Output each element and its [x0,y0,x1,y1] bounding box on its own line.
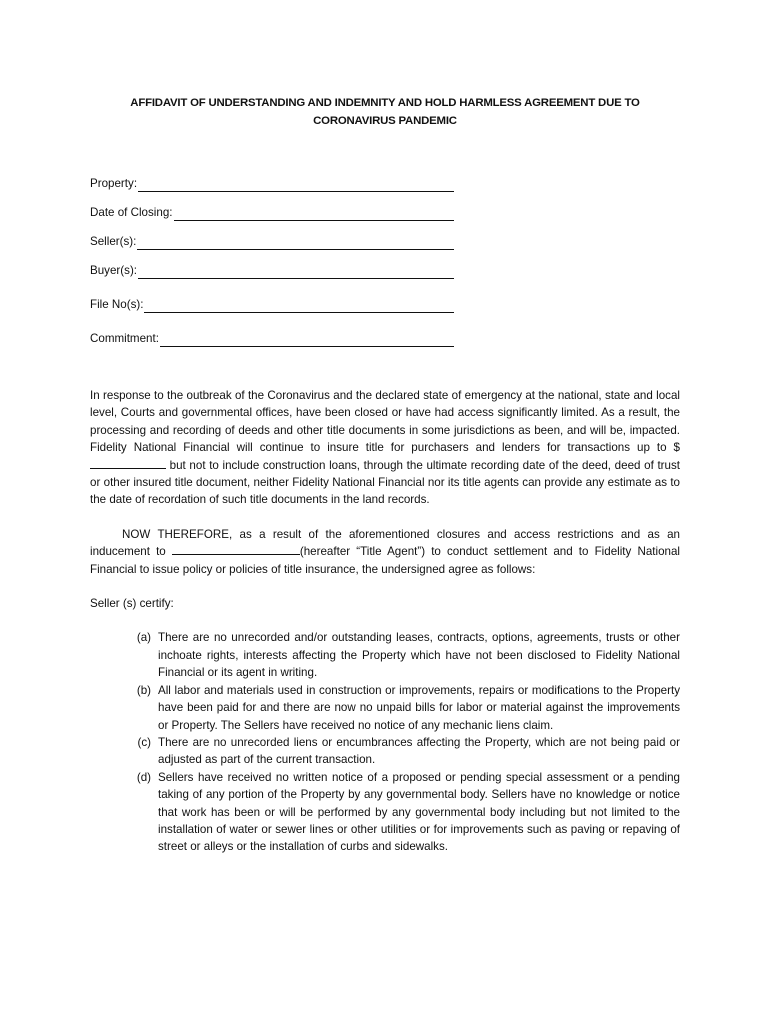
list-item [90,682,680,734]
commitment-label: Commitment: [90,331,159,345]
list-marker: (d) [136,770,151,784]
paragraph-coronavirus-response [90,387,680,509]
file-nos-blank-line[interactable] [144,301,454,313]
certification-list [90,629,680,855]
property-blank-line[interactable] [138,180,454,192]
sellers-blank-line[interactable] [137,238,454,250]
amount-blank-line[interactable] [90,457,166,469]
title-agent-blank-line[interactable] [172,543,300,555]
commitment-blank-line[interactable] [160,335,454,347]
paragraph1-text-start: In response to the outbreak of the Coronavirus and the declared state of emergency at the national, state and local level, Courts and governmental offices, have been closed or have had access significantly limited. As a result, the processing and recording of deeds and other title documents in some jurisdictions as been, and will be, impacted. Fidelity National Financial will continue to insure title for purchasers and lenders for transactions up to $ [90,389,680,455]
sellers-certify-heading: Seller (s) certify: [90,597,174,611]
commitment-field[interactable] [90,329,454,347]
document-title [90,94,680,130]
list-item [90,734,680,769]
date-of-closing-label: Date of Closing: [90,205,173,219]
list-marker: (b) [136,683,151,697]
paragraph1-text-end: but not to include construction loans, through the ultimate recording date of the deed, deed of trust or other insured title document, neither Fidelity National Financial nor its title agents can provide any estimate as to the date of recordation of such title documents in the land records. [90,458,680,507]
file-nos-label: File No(s): [90,297,144,311]
list-item-text: There are no unrecorded and/or outstanding leases, contracts, options, agreements, trusts or other inchoate rights, interests affecting the Property which have not been disclosed to Fidelity National Financial or its agent in writing. [158,631,680,680]
file-nos-field[interactable] [90,295,454,313]
property-label: Property: [90,176,138,190]
buyers-label: Buyer(s): [90,263,138,277]
paragraph2-text-end: (hereafter “Title Agent”) to conduct settlement and to Fidelity National Financial to issue policy or policies of title insurance, the undersigned agree as follows: [90,545,680,576]
paragraph2-text-start: NOW THEREFORE, as a result of the aforementioned closures and access restrictions and as an inducement to [90,527,680,559]
list-item-text: All labor and materials used in construction or improvements, repairs or modifications to the Property have been paid for and there are now no unpaid bills for labor or material against the improvements or Property. The Sellers have received no notice of any mechanic liens claim. [158,683,680,732]
sellers-field[interactable] [90,232,454,250]
list-marker: (a) [136,631,151,645]
date-of-closing-blank-line[interactable] [174,209,455,221]
title-line-2: CORONAVIRUS PANDEMIC [313,115,457,127]
list-item [90,629,680,681]
buyers-blank-line[interactable] [138,267,454,279]
list-item-text: Sellers have received no written notice of a proposed or pending special assessment or a pending taking of any portion of the Property by any governmental body. Sellers have no knowledge or notice that work has been or will be performed by any governmental body including but not limited to the installation of water or sewer lines or other utilities or for improvements such as paving or repaving of street or alleys or the installation of curbs and sidewalks. [158,770,680,854]
title-line-1: AFFIDAVIT OF UNDERSTANDING AND INDEMNITY AND HOLD HARMLESS AGREEMENT DUE TO [130,97,640,109]
paragraph-now-therefore [90,526,680,578]
property-field[interactable] [90,174,454,192]
list-item-text: There are no unrecorded liens or encumbrances affecting the Property, which are not being paid or adjusted as part of the current transaction. [158,735,680,767]
sellers-label: Seller(s): [90,234,137,248]
date-of-closing-field[interactable] [90,203,454,221]
buyers-field[interactable] [90,261,454,279]
list-item [90,769,680,856]
header-fields [90,174,454,347]
list-marker: (c) [137,735,151,749]
